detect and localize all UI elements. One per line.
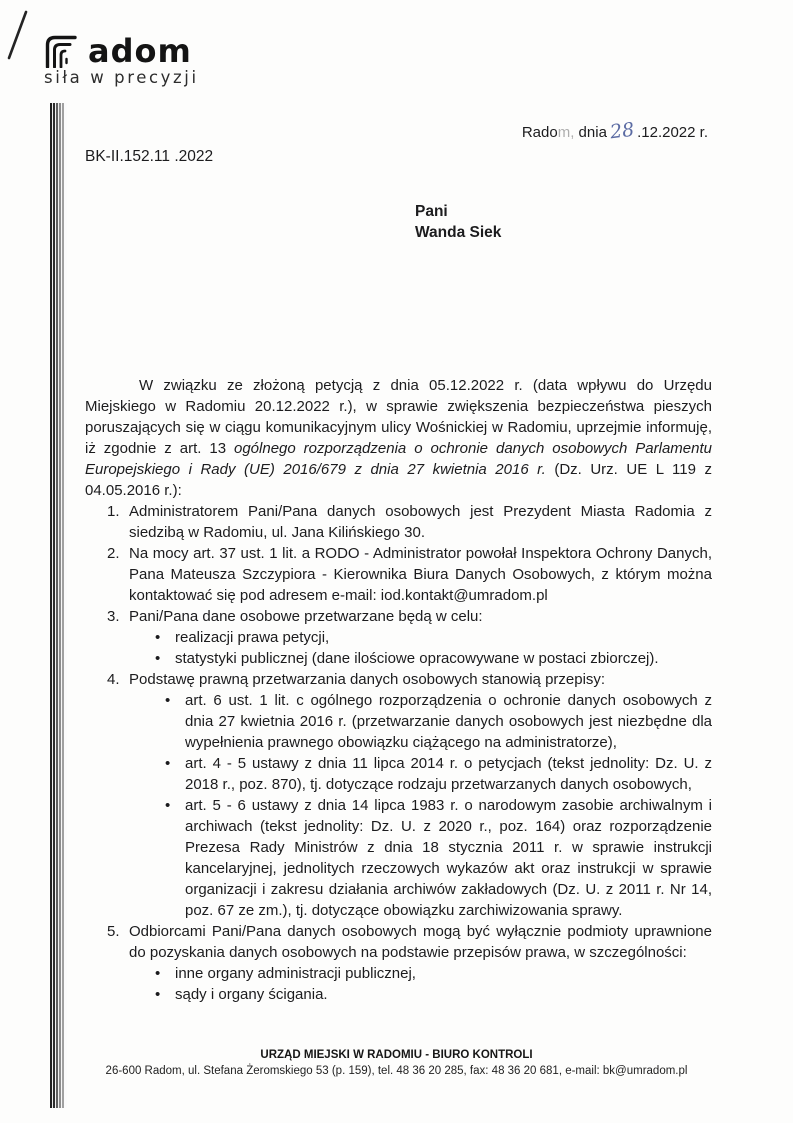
bullet-item-text: art. 4 - 5 ustawy z dnia 11 lipca 2014 r. o petycjach (tekst jednolity: Dz. U. z 2018 r., poz. 870), tj. dotyczące rodzaju przetwarzanych danych osobowych, [185, 755, 712, 793]
binding-stripe-artifact [50, 103, 67, 1108]
list-item-text: Administratorem Pani/Pana danych osobowych jest Prezydent Miasta Radomia z siedzibą w Radomiu, ul. Jana Kilińskiego 30. [129, 503, 712, 541]
intro-paragraph [85, 375, 712, 501]
radom-logo [44, 34, 199, 88]
bullet-item-text: statystyki publicznej (dane ilościowe opracowywane w postaci zbiorczej). [175, 650, 659, 667]
footer-office-name: URZĄD MIEJSKI W RADOMIU - BIURO KONTROLI [260, 1049, 533, 1061]
radom-r-icon [44, 34, 86, 68]
list-item [85, 543, 712, 606]
bullet-item-text: inne organy administracji publicznej, [175, 965, 416, 982]
bullet-icon [155, 963, 160, 984]
reference-number: BK-II.152.11 .2022 [85, 148, 214, 165]
bullet-icon [155, 648, 160, 669]
list-number: 1. [107, 503, 120, 520]
bullet-icon [165, 753, 170, 774]
handwritten-day: 28 [608, 118, 636, 144]
list-number: 5. [107, 923, 120, 940]
bullet-item-text: art. 6 ust. 1 lit. c ogólnego rozporządzenia o ochronie danych osobowych z dnia 27 kwietnia 2016 r. (przetwarzanie danych osobowych jest niezbędne dla wypełnienia prawnego obowiązku ciążącego na administratorze), [185, 692, 712, 751]
bullet-item-text: sądy i organy ścigania. [175, 986, 328, 1003]
bullet-item-text: art. 5 - 6 ustawy z dnia 14 lipca 1983 r. o narodowym zasobie archiwalnym i archiwach (tekst jednolity: Dz. U. z 2020 r., poz. 164) oraz rozporządzenie Prezesa Rady Ministrów z dnia 18 stycznia 2011 r. w sprawie instrukcji kancelaryjnej, jednolitych rzeczowych wykazów akt oraz instrukcji w sprawie organizacji i zakresu działania archiwów zakładowych (Dz. U. z 2011 r. Nr 14, poz. 67 ze zm.), tj. dotyczące obowiązku zarchiwizowania sprawy. [185, 797, 712, 919]
list-item [85, 921, 712, 963]
bullet-item-text: realizacji prawa petycji, [175, 629, 330, 646]
bullet-item [85, 648, 712, 669]
intro-text-regular: W związku ze złożoną petycją z dnia 05.12.2022 r. (data wpływu do Urzędu Miejskiego w Radomiu 20.12.2022 r.), w sprawie zwiększenia bezpieczeństwa pieszych poruszających się w ciągu komunikacyjnym ulicy Wośnickiej w Radomiu, uprzejmie informuję, iż zgodnie z art. 13 [85, 377, 712, 457]
numbered-list [85, 501, 712, 1005]
list-number: 3. [107, 608, 120, 625]
footer-contact-info: 26-600 Radom, ul. Stefana Żeromskiego 53 (p. 159), tel. 48 36 20 285, fax: 48 36 20 681, e-mail: bk@umradom.pl [105, 1065, 688, 1077]
bullet-icon [155, 984, 160, 1005]
bullet-item [85, 690, 712, 753]
bullet-item [85, 963, 712, 984]
letter-footer [0, 1048, 793, 1079]
list-item-text: Pani/Pana dane osobowe przetwarzane będą w celu: [129, 608, 483, 625]
date-line [521, 118, 708, 144]
intro-text-closing: (Dz. Urz. UE L 119 z 04.05.2016 r.): [85, 461, 712, 499]
list-item-text: Na mocy art. 37 ust. 1 lit. a RODO - Administrator powołał Inspektora Ochrony Danych, Pana Mateusza Szczypiora - Kierownika Biura Danych Osobowych, z którym można kontaktować się pod adresem e-mail: iod.kontakt@umradom.pl [129, 545, 712, 604]
city-name: Rado [521, 124, 558, 141]
list-item-text: Odbiorcami Pani/Pana danych osobowych mogą być wyłącznie podmioty uprawnione do pozyskania danych osobowych na podstawie przepisów prawa, w szczególności: [129, 923, 712, 961]
list-item [85, 606, 712, 627]
logo-tagline: siła w precyzji [44, 68, 199, 87]
list-item [85, 669, 712, 690]
date-rest: .12.2022 r. [637, 124, 708, 141]
bullet-item [85, 795, 712, 921]
list-number: 2. [107, 545, 120, 562]
bullet-item [85, 627, 712, 648]
city-name-faded: m, [557, 124, 575, 141]
addressee-name: Wanda Siek [415, 224, 502, 241]
bullet-icon [165, 795, 170, 816]
date-word: dnia [578, 124, 607, 141]
addressee-block [415, 201, 501, 243]
intro-text-italic: ogólnego rozporządzenia o ochronie danych osobowych Parlamentu Europejskiego i Rady (UE) 2016/679 z dnia 27 kwietnia 2016 r. [85, 440, 712, 478]
list-number: 4. [107, 671, 120, 688]
scan-corner-mark [2, 4, 34, 66]
bullet-icon [165, 690, 170, 711]
list-item-text: Podstawę prawną przetwarzania danych osobowych stanowią przepisy: [129, 671, 606, 688]
letter-body [85, 375, 712, 1005]
addressee-salutation: Pani [415, 203, 448, 220]
logo-wordmark-text: adom [88, 32, 192, 70]
bullet-item [85, 984, 712, 1005]
logo-wordmark-row [44, 34, 199, 68]
bullet-item [85, 753, 712, 795]
bullet-icon [155, 627, 160, 648]
list-item [85, 501, 712, 543]
